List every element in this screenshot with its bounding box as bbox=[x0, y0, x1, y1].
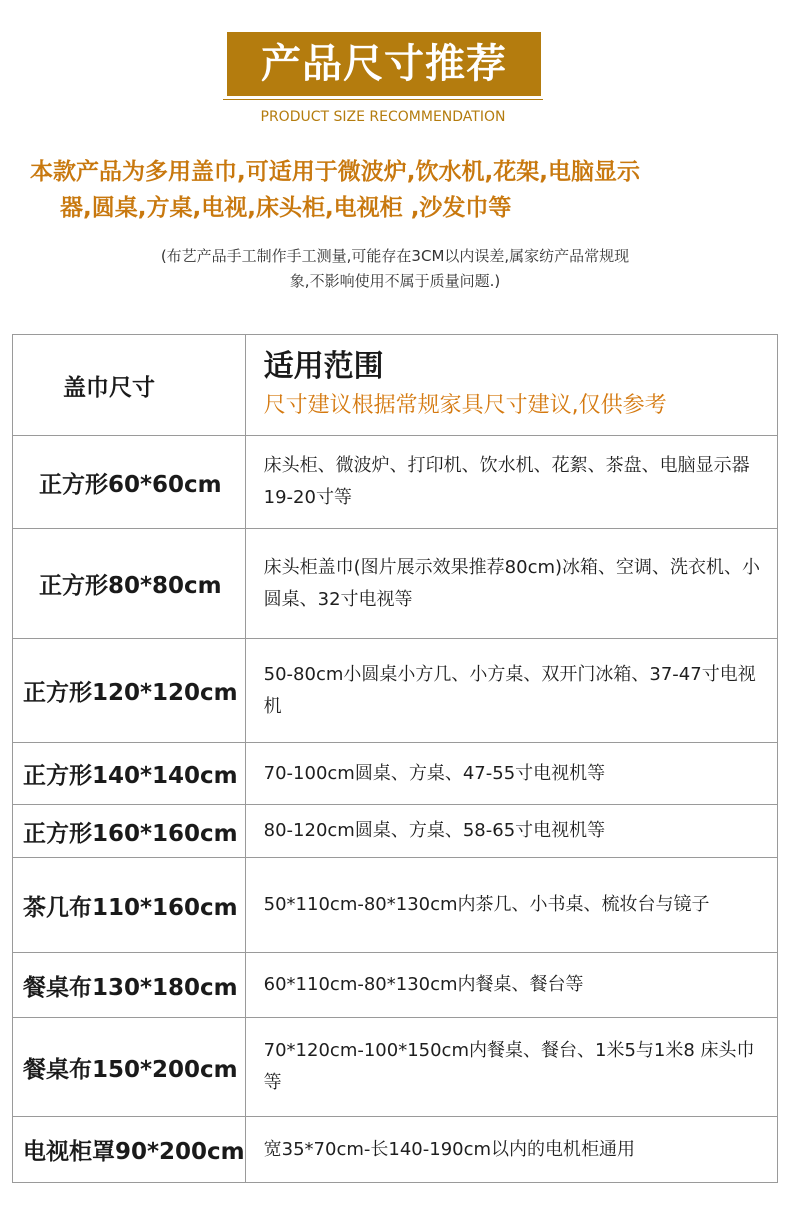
size-cell: 正方形60*60cm bbox=[13, 436, 246, 529]
page-title: 产品尺寸推荐 bbox=[227, 32, 541, 96]
scope-cell: 宽35*70cm-长140-190cm以内的电机柜通用 bbox=[245, 1117, 777, 1183]
intro-line-2: 器,圆桌,方桌,电视,床头柜,电视柜 ,沙发巾等 bbox=[60, 195, 512, 221]
page-subtitle: PRODUCT SIZE RECOMMENDATION bbox=[260, 109, 506, 125]
scope-cell: 70-100cm圆桌、方桌、47-55寸电视机等 bbox=[245, 743, 777, 805]
header-scope-note: 尺寸建议根据常规家具尺寸建议,仅供参考 bbox=[263, 393, 667, 418]
scope-cell: 50*110cm-80*130cm内茶几、小书桌、梳妆台与镜子 bbox=[245, 858, 777, 953]
scope-cell: 60*110cm-80*130cm内餐桌、餐台等 bbox=[245, 953, 777, 1018]
table-row bbox=[13, 743, 778, 805]
table-row bbox=[13, 1117, 778, 1183]
table-row bbox=[13, 953, 778, 1018]
note-line-1: (布艺产品手工制作手工测量,可能存在3CM以内误差,属家纺产品常规现 bbox=[160, 247, 630, 265]
intro-line-1: 本款产品为多用盖巾,可适用于微波炉,饮水机,花架,电脑显示 bbox=[30, 159, 640, 185]
scope-cell: 床头柜盖巾(图片展示效果推荐80cm)冰箱、空调、洗衣机、小圆桌、32寸电视等 bbox=[245, 529, 777, 639]
size-cell: 正方形160*160cm bbox=[13, 805, 246, 858]
title-underline bbox=[223, 99, 543, 100]
table-row bbox=[13, 858, 778, 953]
size-cell: 餐桌布130*180cm bbox=[13, 953, 246, 1018]
header-scope-cell bbox=[245, 335, 777, 436]
size-cell: 茶几布110*160cm bbox=[13, 858, 246, 953]
scope-cell: 床头柜、微波炉、打印机、饮水机、花絮、茶盘、电脑显示器19-20寸等 bbox=[245, 436, 777, 529]
header-size-cell: 盖巾尺寸 bbox=[13, 335, 246, 436]
intro-text bbox=[30, 154, 770, 226]
table-row bbox=[13, 805, 778, 858]
scope-cell: 70*120cm-100*150cm内餐桌、餐台、1米5与1米8 床头巾等 bbox=[245, 1018, 777, 1117]
size-recommendation-table bbox=[12, 334, 778, 1183]
table-row bbox=[13, 639, 778, 743]
disclaimer-note bbox=[60, 244, 730, 294]
size-cell: 正方形120*120cm bbox=[13, 639, 246, 743]
size-cell: 餐桌布150*200cm bbox=[13, 1018, 246, 1117]
size-cell: 正方形140*140cm bbox=[13, 743, 246, 805]
table-row bbox=[13, 436, 778, 529]
size-cell: 电视柜罩90*200cm bbox=[13, 1117, 246, 1183]
table-header-row bbox=[13, 335, 778, 436]
scope-cell: 50-80cm小圆桌小方几、小方桌、双开门冰箱、37-47寸电视机 bbox=[245, 639, 777, 743]
scope-cell: 80-120cm圆桌、方桌、58-65寸电视机等 bbox=[245, 805, 777, 858]
header-scope-title: 适用范围 bbox=[263, 349, 384, 384]
note-line-2: 象,不影响使用不属于质量问题.) bbox=[289, 272, 501, 290]
table-row bbox=[13, 1018, 778, 1117]
table-row bbox=[13, 529, 778, 639]
size-cell: 正方形80*80cm bbox=[13, 529, 246, 639]
